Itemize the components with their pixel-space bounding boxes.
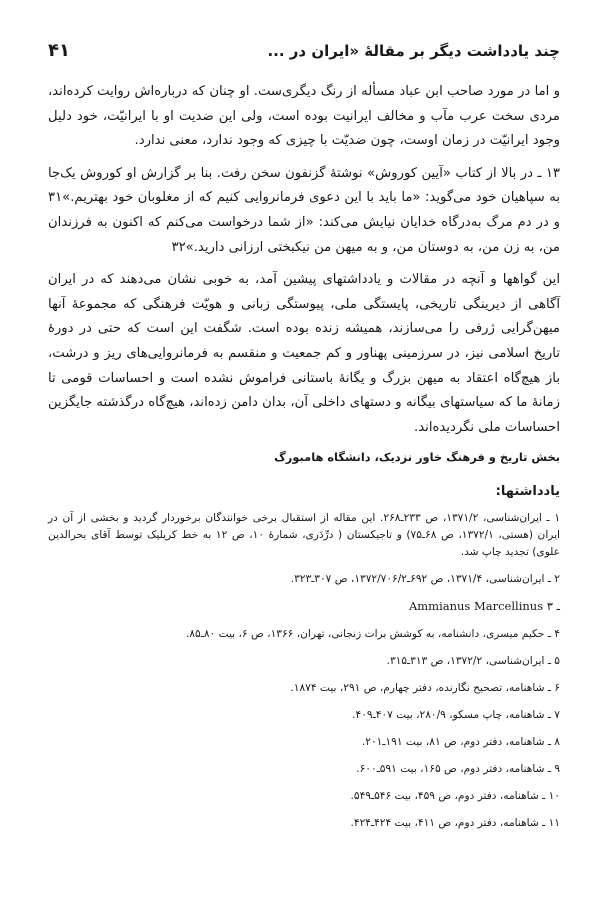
page-number: ۴۱ [48,40,70,61]
body-text [48,80,560,440]
note-item [48,626,560,643]
note-text: ۱ ـ ایران‌شناسی، ۱۳۷۱/۲، ص ۲۳۳ـ۲۶۸. این مقاله از استقبال برخی خوانندگان برخوردار گردید و بخشی از آن در ایران (هستی، ۱۳۷۲/۱، ص ۶۸ـ۷۵) و تاجیکستان ( درِّدَری، شمارهٔ ۱۰، ص ۱۲ به خط کریلیک توسط آقای بحرالدین علوی) تجدید چاپ شد. [48,512,561,559]
running-title: چند یادداشت دیگر بر مقالهٔ «ایران در ... [267,42,560,60]
author-affiliation: بخش تاریخ و فرهنگ خاور نزدیک، دانشگاه هامبورگ [274,450,560,465]
note-item [48,815,560,832]
paragraph: این گواهها و آنچه در مقالات و یادداشتهای پیشین آمد، به خوبی نشان می‌دهند که در ایران آگاهی از دیرینگی تاریخی، پایستگی ملی، پیوستگی زبانی و هویّت فرهنگی که مجموعهٔ آنها میهن‌گرایی ژرفی را می‌سازند، همیشه زنده بوده است. شگفت این است که حتی در دورهٔ تاریخ اسلامی نیز، در سرزمینی پهناور و کم جمعیت و منقسم به فرمانروایی‌های ریز و درشت، باز هیچ‌گاه اعتقاد به میهن بزرگ و یگانهٔ باستانی فراموش نشده است و احساسات قومی تا زمانهٔ ما که سیاستهای بیگانه و دستهای داخلی آن، بدان دامن زده‌اند، هیچ‌گاه درگذشته جایگزین احساسات ملی نگردیده‌اند. [48,272,560,435]
note-text: ۱۰ ـ شاهنامه، دفتر دوم، ص ۴۵۹، بیت ۵۴۶ـ۵۴۹. [350,790,560,803]
notes-heading: یادداشتها: [495,484,560,500]
note-item [48,598,560,616]
paragraph: و اما در مورد صاحب ابن عباد مسأله از رنگ دیگری‌ست. او چنان که درباره‌اش روایت کرده‌اند، مردی سخت عرب مآب و مخالف ایرانیت بوده است، ولی این ضدیت او با ایرانیّت، خود دلیل وجود ایرانیّت در زمان اوست، چون ضدیّت با چیزی که وجود ندارد، معنی ندارد. [48,84,560,149]
note-item [48,680,560,697]
note-text: ۷ ـ شاهنامه، چاپ مسکو، ۲۸۰/۹، بیت ۴۰۷ـ۴۰۹. [352,709,560,722]
note-item [48,510,560,561]
note-text: ۵ ـ ایران‌شناسی، ۱۳۷۲/۲، ص ۳۱۳ـ۳۱۵. [386,655,560,668]
note-item [48,761,560,778]
note-text: ۶ ـ شاهنامه، تصحیح نگارنده، دفتر چهارم، ص ۲۹۱، بیت ۱۸۷۴. [290,682,560,695]
note-text: ۱۱ ـ شاهنامه، دفتر دوم، ص ۴۱۱، بیت ۴۲۴ـ۴۲۴. [350,817,560,830]
note-text: Ammianus Marcellinus ـ ۳ [408,599,560,614]
note-text: ۲ ـ ایران‌شناسی، ۱۳۷۱/۴، ص ۶۹۲ـ۱۳۷۲/۷۰۶/۲، ص ۳۰۷ـ۳۲۳. [290,573,560,586]
notes-list [48,510,560,832]
note-item [48,653,560,670]
note-text: ۴ ـ حکیم میسری، دانشنامه، به کوشش برات زنجانی، تهران، ۱۳۶۶، ص ۶، بیت ۸۰ـ۸۵. [185,628,560,641]
note-item [48,571,560,588]
note-text: ۸ ـ شاهنامه، دفتر دوم، ص ۸۱، بیت ۱۹۱ـ۲۰۱. [361,736,560,749]
note-item [48,734,560,751]
note-item [48,707,560,724]
page-header [48,40,560,68]
note-item [48,788,560,805]
paragraph: ۱۳ ـ در بالا از کتاب «آیین کوروش» نوشتهٔ گزنفون سخن رفت. بنا بر گزارش او کوروش یک‌جا به سپاهیان خود می‌گوید: «ما باید با این دعوی فرمانروایی کنیم که از مغلوبان خود بهتریم.»۳۱ و در دم مرگ به‌درگاه خدایان نیایش می‌کند: «از شما درخواست می‌کنم که اکنون به فرزندان من، به زن من، به دوستان من، و به میهن من نیکبختی ارزانی دارید.»۳۲ [48,165,560,255]
note-text: ۹ ـ شاهنامه، دفتر دوم، ص ۱۶۵، بیت ۵۹۱ـ۶۰۰. [356,763,560,776]
